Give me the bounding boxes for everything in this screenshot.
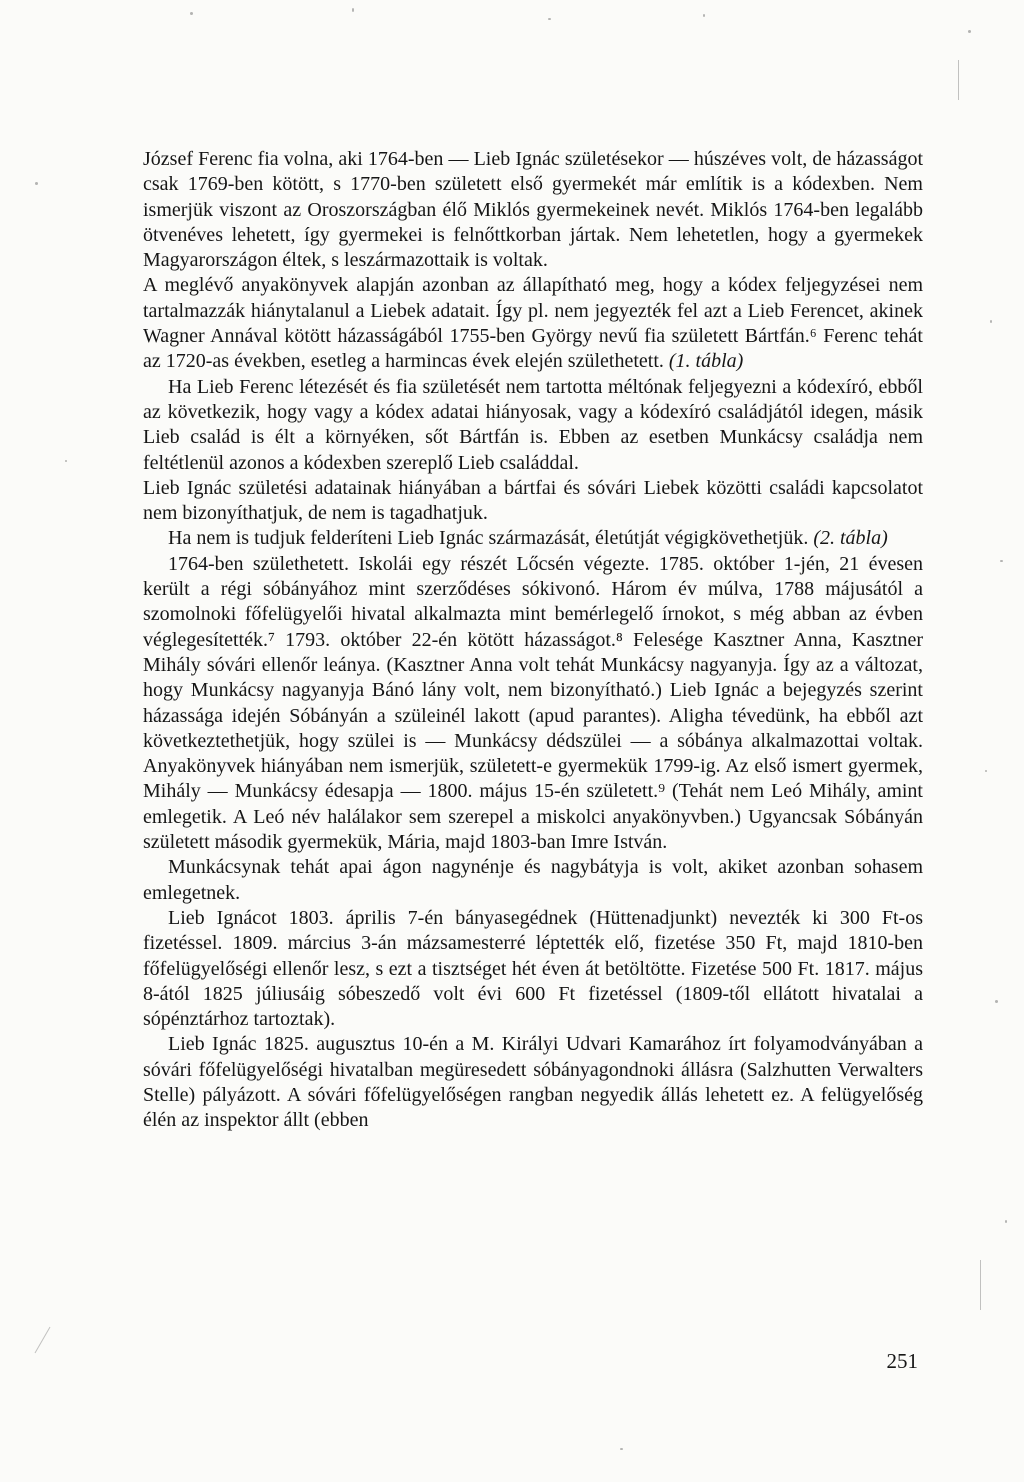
scan-speck (548, 18, 551, 20)
scan-speck (352, 8, 354, 12)
scan-speck (995, 1000, 998, 1003)
paragraph-2 (143, 273, 923, 374)
paragraph-8 (143, 906, 923, 1032)
scan-speck (65, 460, 67, 462)
scan-speck (1000, 560, 1003, 562)
paragraph-1 (143, 147, 923, 273)
paragraph-text: Munkácsynak tehát apai ágon nagynénje és nagybátyja is volt, akiket azonban sohasem emlegetnek. (143, 856, 923, 904)
paragraph-text: 1764-ben születhetett. Iskolái egy részét Lőcsén végezte. 1785. október 1-jén, 21 évesen került a régi sóbányához mint szerződéses sókivonó. Három év múlva, 1788 májusától a szomolnoki főfelügyelői hivatal alkalmazta mint bemérlegelő írnokot, s még abban az évben véglegesítették.⁷ 1793. október 22-én kötött házasságot.⁸ Felesége Kasztner Anna, Kasztner Mihály sóvári ellenőr leánya. (Kasztner Anna volt tehát Munkácsy nagyanyja. Így az a változat, hogy Munkácsy nagyanyja Bánó lány volt, nem bizonyítható.) Lieb Ignác a bejegyzés szerint házassága idején Sóbányán a szüleinél lakott (apud parantes). Aligha tévedünk, ha ebből azt következtethetjük, hogy szülei is — Munkácsy dédszülei — a sóbánya alkalmazottai voltak. Anyakönyvek hiányában nem ismerjük, született-e gyermekük 1799-ig. Az első ismert gyermek, Mihály — Munkácsy édesapja — 1800. május 15-én született.⁹ (Tehát nem Leó Mihály, amint emlegetik. A Leó név halálakor sem szerepel a miskolci anyakönyvben.) Ugyancsak Sóbányán született második gyermekük, Mária, majd 1803-ban Imre István. (143, 552, 923, 854)
table-reference: (1. tábla) (663, 350, 744, 373)
scan-speck (190, 12, 193, 15)
scan-speck (620, 1448, 623, 1450)
scan-speck (1005, 1220, 1007, 1223)
paragraph-text: Lieb Ignácot 1803. április 7-én bányasegédnek (Hüttenadjunkt) nevezték ki 300 Ft-os fizetéssel. 1809. március 3-án mázsamesterré léptették elő, fizetése 350 Ft, majd 1810-ben főfelügyelőségi ellenőr lesz, s ezt a tisztséget hét éven át betöltötte. Fizetése 500 Ft. 1817. május 8-ától 1825 júliusáig sóbeszedő volt évi 600 Ft fizetéssel (1809-től ellátott hivatalai a sópénztárhoz tartoztak). (143, 906, 923, 1031)
scan-edge-mark (958, 60, 959, 100)
paragraph-6 (143, 552, 923, 856)
table-reference: (2. tábla) (808, 527, 888, 550)
paragraph-text: József Ferenc fia volna, aki 1764-ben — Lieb Ignác születésekor — húszéves volt, de házasságot csak 1769-ben kötött, s 1770-ben született első gyermekét már említik is a kódexben. Nem ismerjük viszont az Oroszországban élő Miklós gyermekeinek nevét. Miklós 1764-ben legalább ötvenéves lehetett, így gyermekei is felnőttkorban jártak. Nem lehetetlen, hogy a gyermekek Magyarországon éltek, s leszármazottaik is voltak. (143, 148, 923, 272)
paragraph-5 (143, 526, 923, 551)
paragraph-text: A meglévő anyakönyvek alapján azonban az állapítható meg, hogy a kódex feljegyzései nem tartalmazzák hiánytalanul a Liebek adatait. Így pl. nem jegyezték fel azt a Lieb Ferencet, akinek Wagner Annával kötött házasságából 1755-ben György nevű fia született Bártfán.⁶ Ferenc tehát az 1720-as években, esetleg a harmincas évek elején születhetett. (143, 274, 923, 373)
paragraph-text: Lieb Ignác születési adatainak hiányában a bártfai és sóvári Liebek közötti családi kapcsolatot nem bizonyíthatjuk, de nem is tagadhatjuk. (143, 476, 923, 525)
paragraph-9 (143, 1032, 923, 1133)
paragraph-4 (143, 476, 923, 527)
scan-speck (703, 14, 705, 17)
paragraph-text: Ha Lieb Ferenc létezését és fia születését nem tartotta méltónak feljegyezni a kódexíró, ebből az következik, hogy vagy a kódex adatai hiányosak, vagy a kódexíró családjától idegen, másik Lieb család is élt a környéken, sőt Bártfán is. Ebben az esetben Munkácsy családja nem feltétlenül azonos a kódexben szereplő Lieb családdal. (143, 375, 923, 474)
paragraph-7 (143, 855, 923, 906)
scan-speck (968, 30, 971, 33)
scan-speck (35, 182, 38, 185)
body-text (143, 147, 923, 1134)
scan-edge-mark (35, 1327, 51, 1353)
page-number: 251 (886, 1349, 918, 1373)
paragraph-3 (143, 375, 923, 476)
paragraph-text: Lieb Ignác 1825. augusztus 10-én a M. Királyi Udvari Kamarához írt folyamodványában a sóvári főfelügyelőségi hivatalban megüresedett sóbányagondnoki állásra (Salzhutten Verwalters Stelle) pályázott. A sóvári főfelügyelőségen rangban negyedik állás lehetett ez. A felügyelőség élén az inspektor állt (ebben (143, 1033, 923, 1132)
scan-speck (990, 320, 992, 323)
paragraph-text: Ha nem is tudjuk felderíteni Lieb Ignác származását, életútját végigkövethetjük. (168, 527, 809, 550)
scan-speck (985, 770, 987, 772)
scan-edge-mark (980, 1260, 981, 1310)
